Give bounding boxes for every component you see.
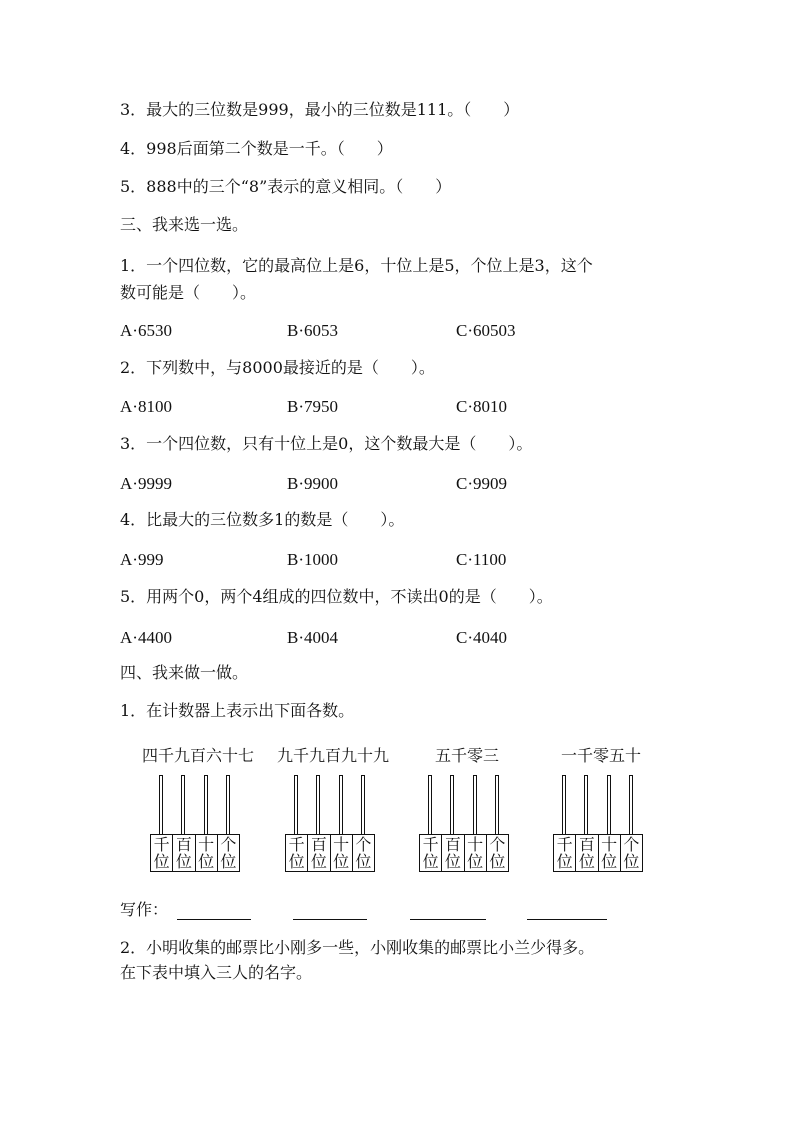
abacus-1 bbox=[141, 743, 254, 893]
choice-q5-option-c: C·4040 bbox=[456, 628, 507, 647]
abacus-rod bbox=[294, 775, 298, 835]
place-tens: 十 位 bbox=[331, 835, 353, 871]
abacus-3 bbox=[417, 743, 517, 893]
place-thousands: 千 位 bbox=[420, 835, 442, 871]
abacus-rod bbox=[181, 775, 185, 835]
judge-q5: 5．888中的三个“8”表示的意义相同。（ ） bbox=[120, 177, 452, 196]
abacus-rod bbox=[361, 775, 365, 835]
abacus-place-labels bbox=[553, 834, 643, 872]
place-tens: 十 位 bbox=[196, 835, 218, 871]
place-thousands: 千 位 bbox=[151, 835, 173, 871]
choice-q1-option-c: C·60503 bbox=[456, 321, 516, 340]
choice-q2-option-b: B·7950 bbox=[287, 397, 338, 416]
abacus-rod bbox=[226, 775, 230, 835]
choice-q2: 2．下列数中，与8000最接近的是（ ）。 bbox=[120, 358, 435, 377]
choice-q1-line1: 1．一个四位数，它的最高位上是6，十位上是5，个位上是3，这个 bbox=[120, 256, 593, 275]
choice-q5: 5．用两个0，两个4组成的四位数中，不读出0的是（ ）。 bbox=[120, 587, 553, 606]
abacus-rod bbox=[339, 775, 343, 835]
abacus-rod bbox=[607, 775, 611, 835]
choice-q3: 3．一个四位数，只有十位上是0，这个数最大是（ ）。 bbox=[120, 434, 533, 453]
abacus-title: 九千九百九十九 bbox=[276, 746, 389, 765]
abacus-rod bbox=[562, 775, 566, 835]
abacus-rod bbox=[473, 775, 477, 835]
abacus-rod bbox=[629, 775, 633, 835]
choice-q5-option-b: B·4004 bbox=[287, 628, 338, 647]
judge-q3: 3．最大的三位数是999，最小的三位数是111。（ ） bbox=[120, 100, 520, 119]
choice-q3-option-a: A·9999 bbox=[120, 474, 172, 493]
abacus-rod bbox=[450, 775, 454, 835]
task-q2-line2: 在下表中填入三人的名字。 bbox=[120, 963, 313, 982]
task-q2-line1: 2．小明收集的邮票比小刚多一些，小刚收集的邮票比小兰少得多。 bbox=[120, 938, 595, 957]
abacus-rod bbox=[584, 775, 588, 835]
place-ones: 个 位 bbox=[355, 835, 372, 871]
abacus-4 bbox=[551, 743, 651, 893]
section3-heading: 三、我来选一选。 bbox=[120, 215, 249, 234]
choice-q4-option-b: B·1000 bbox=[287, 550, 338, 569]
abacus-place-labels bbox=[150, 834, 240, 872]
choice-q1-option-a: A·6530 bbox=[120, 321, 172, 340]
abacus-place-labels bbox=[419, 834, 509, 872]
task-q1: 1．在计数器上表示出下面各数。 bbox=[120, 701, 355, 720]
place-thousands: 千 位 bbox=[554, 835, 576, 871]
place-ones: 个 位 bbox=[623, 835, 640, 871]
choice-q1-line2: 数可能是（ ）。 bbox=[120, 283, 257, 302]
place-hundreds: 百 位 bbox=[308, 835, 330, 871]
answer-blank-2[interactable] bbox=[293, 919, 367, 920]
abacus-2 bbox=[276, 743, 389, 893]
place-tens: 十 位 bbox=[599, 835, 621, 871]
abacus-title: 五千零三 bbox=[434, 746, 499, 765]
answer-blank-1[interactable] bbox=[177, 919, 251, 920]
choice-q4-option-c: C·1100 bbox=[456, 550, 507, 569]
choice-q3-option-c: C·9909 bbox=[456, 474, 507, 493]
write-label: 写作： bbox=[120, 900, 169, 919]
place-hundreds: 百 位 bbox=[173, 835, 195, 871]
place-hundreds: 百 位 bbox=[576, 835, 598, 871]
place-hundreds: 百 位 bbox=[442, 835, 464, 871]
choice-q2-option-c: C·8010 bbox=[456, 397, 507, 416]
abacus-rod bbox=[316, 775, 320, 835]
abacus-place-labels bbox=[285, 834, 375, 872]
choice-q5-option-a: A·4400 bbox=[120, 628, 172, 647]
choice-q2-option-a: A·8100 bbox=[120, 397, 172, 416]
choice-q1-option-b: B·6053 bbox=[287, 321, 338, 340]
abacus-title: 四千九百六十七 bbox=[141, 746, 254, 765]
choice-q4: 4．比最大的三位数多1的数是（ ）。 bbox=[120, 510, 405, 529]
abacus-rod bbox=[495, 775, 499, 835]
place-tens: 十 位 bbox=[465, 835, 487, 871]
judge-q4: 4．998后面第二个数是一千。（ ） bbox=[120, 139, 393, 158]
abacus-rod bbox=[428, 775, 432, 835]
choice-q4-option-a: A·999 bbox=[120, 550, 164, 569]
place-ones: 个 位 bbox=[489, 835, 506, 871]
section4-heading: 四、我来做一做。 bbox=[120, 663, 249, 682]
choice-q3-option-b: B·9900 bbox=[287, 474, 338, 493]
place-thousands: 千 位 bbox=[286, 835, 308, 871]
abacus-rod bbox=[159, 775, 163, 835]
abacus-rod bbox=[204, 775, 208, 835]
place-ones: 个 位 bbox=[220, 835, 237, 871]
abacus-title: 一千零五十 bbox=[560, 746, 641, 765]
answer-blank-4[interactable] bbox=[527, 919, 607, 920]
answer-blank-3[interactable] bbox=[410, 919, 486, 920]
